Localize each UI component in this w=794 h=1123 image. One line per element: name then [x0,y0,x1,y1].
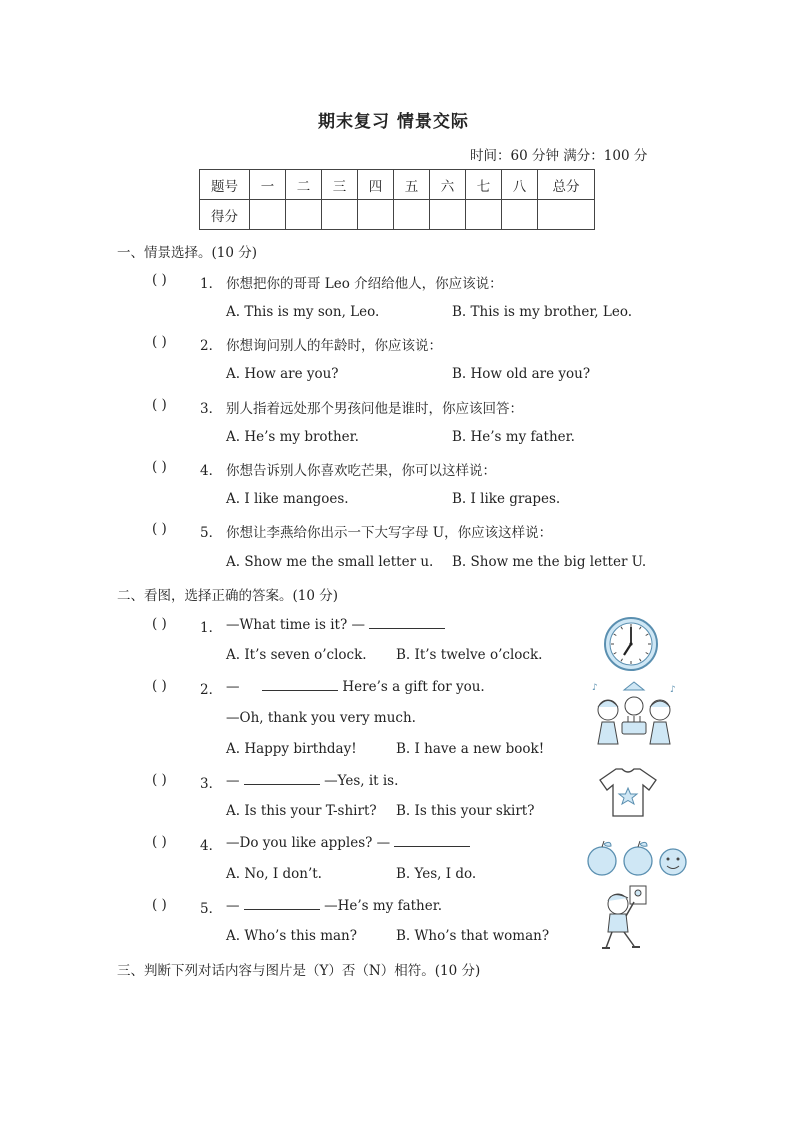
score-header: 二 [286,170,322,200]
answer-paren[interactable]: ( ) [152,678,167,694]
question-number: 1． [200,620,223,636]
option-b[interactable]: B. How old are you? [452,366,591,382]
option-b[interactable]: B. Is this your skirt? [396,803,535,819]
option-b[interactable]: B. I have a new book! [396,741,545,757]
question-number: 3． [200,401,223,417]
question-number: 3． [200,776,223,792]
option-a[interactable]: A. This is my son, Leo. [226,304,380,320]
option-b[interactable]: B. Who’s that woman? [396,928,550,944]
clock-picture [603,616,659,672]
score-table [199,169,595,230]
option-a[interactable]: A. Show me the small letter u. [226,554,434,570]
question-text [226,616,445,633]
question-text: 你想询问别人的年龄时，你应该说： [226,338,442,354]
score-header: 题号 [200,170,250,200]
score-header: 八 [502,170,538,200]
option-a[interactable]: A. Who’s this man? [226,928,357,944]
birthday-kids-picture [588,680,684,746]
question-text: 你想告诉别人你喜欢吃芒果，你可以这样说： [226,463,496,479]
answer-paren[interactable]: ( ) [152,459,167,475]
question-number: 5． [200,901,223,917]
option-a[interactable]: A. I like mangoes. [226,491,349,507]
score-header: 三 [322,170,358,200]
answer-blank[interactable] [262,678,338,691]
answer-paren[interactable]: ( ) [152,272,167,288]
option-a[interactable]: A. Is this your T-shirt? [226,803,377,819]
svg-text:♪: ♪ [592,683,598,693]
score-cell[interactable] [538,200,595,230]
score-header: 总分 [538,170,595,200]
question-prompt: —What time is it? — [226,617,365,633]
question-number: 1． [200,276,223,292]
answer-paren[interactable]: ( ) [152,834,167,850]
score-header: 五 [394,170,430,200]
question-prompt-end: —He’s my father. [324,898,443,914]
svg-text:♪: ♪ [670,685,676,695]
option-b[interactable]: B. This is my brother, Leo. [452,304,633,320]
option-b[interactable]: B. Yes, I do. [396,866,477,882]
section3-heading: 三、判断下列对话内容与图片是（Y）否（N）相符。(10 分) [117,963,481,979]
question-prompt: — [226,679,240,695]
answer-paren[interactable]: ( ) [152,397,167,413]
question-number: 4． [200,838,223,854]
question-prompt-end: Here’s a gift for you. [342,679,485,695]
score-header: 六 [430,170,466,200]
question-prompt: —Do you like apples? — [226,835,391,851]
answer-blank[interactable] [394,834,470,847]
question-number: 5． [200,525,223,541]
question-number: 2． [200,682,223,698]
score-cell[interactable] [322,200,358,230]
question-text: 你想把你的哥哥 Leo 介绍给他人，你应该说： [226,276,503,292]
option-a[interactable]: A. How are you? [226,366,339,382]
option-b[interactable]: B. I like grapes. [452,491,561,507]
answer-blank[interactable] [244,772,320,785]
answer-paren[interactable]: ( ) [152,897,167,913]
answer-paren[interactable]: ( ) [152,616,167,632]
section2-heading: 二、看图，选择正确的答案。(10 分) [117,588,339,604]
answer-paren[interactable]: ( ) [152,334,167,350]
tshirt-picture [598,766,658,818]
page-title: 期末复习 情景交际 [318,112,469,132]
question-prompt: — [226,898,240,914]
score-cell[interactable] [466,200,502,230]
score-header: 一 [250,170,286,200]
question-text [226,678,485,695]
answer-paren[interactable]: ( ) [152,772,167,788]
question-text [226,834,470,851]
score-header: 七 [466,170,502,200]
question-text: 你想让李燕给你出示一下大写字母 U，你应该这样说： [226,525,553,541]
answer-blank[interactable] [244,897,320,910]
option-a[interactable]: A. Happy birthday! [226,741,357,757]
option-b[interactable]: B. He’s my father. [452,429,575,445]
score-table-score-row [200,200,595,230]
score-cell[interactable] [286,200,322,230]
option-a[interactable]: A. He’s my brother. [226,429,359,445]
score-cell[interactable] [394,200,430,230]
apples-smiley-picture [584,838,688,880]
score-row-label: 得分 [200,200,250,230]
score-cell[interactable] [502,200,538,230]
option-b[interactable]: B. Show me the big letter U. [452,554,647,570]
question-prompt-end: —Yes, it is. [324,773,399,789]
option-a[interactable]: A. It’s seven o’clock. [226,647,367,663]
exam-meta: 时间：60 分钟 满分：100 分 [470,148,648,164]
answer-paren[interactable]: ( ) [152,521,167,537]
boy-with-photo-picture [598,884,650,954]
score-cell[interactable] [430,200,466,230]
option-a[interactable]: A. No, I don’t. [226,866,322,882]
section1-heading: 一、情景选择。(10 分) [117,245,258,261]
dialog-line: —Oh, thank you very much. [226,710,416,726]
question-number: 4． [200,463,223,479]
question-text: 别人指着远处那个男孩问他是谁时，你应该回答： [226,401,523,417]
score-table-header-row [200,170,595,200]
option-b[interactable]: B. It’s twelve o’clock. [396,647,543,663]
score-cell[interactable] [250,200,286,230]
score-header: 四 [358,170,394,200]
question-text [226,897,442,914]
question-text [226,772,398,789]
answer-blank[interactable] [369,616,445,629]
question-number: 2． [200,338,223,354]
score-cell[interactable] [358,200,394,230]
question-prompt: — [226,773,240,789]
